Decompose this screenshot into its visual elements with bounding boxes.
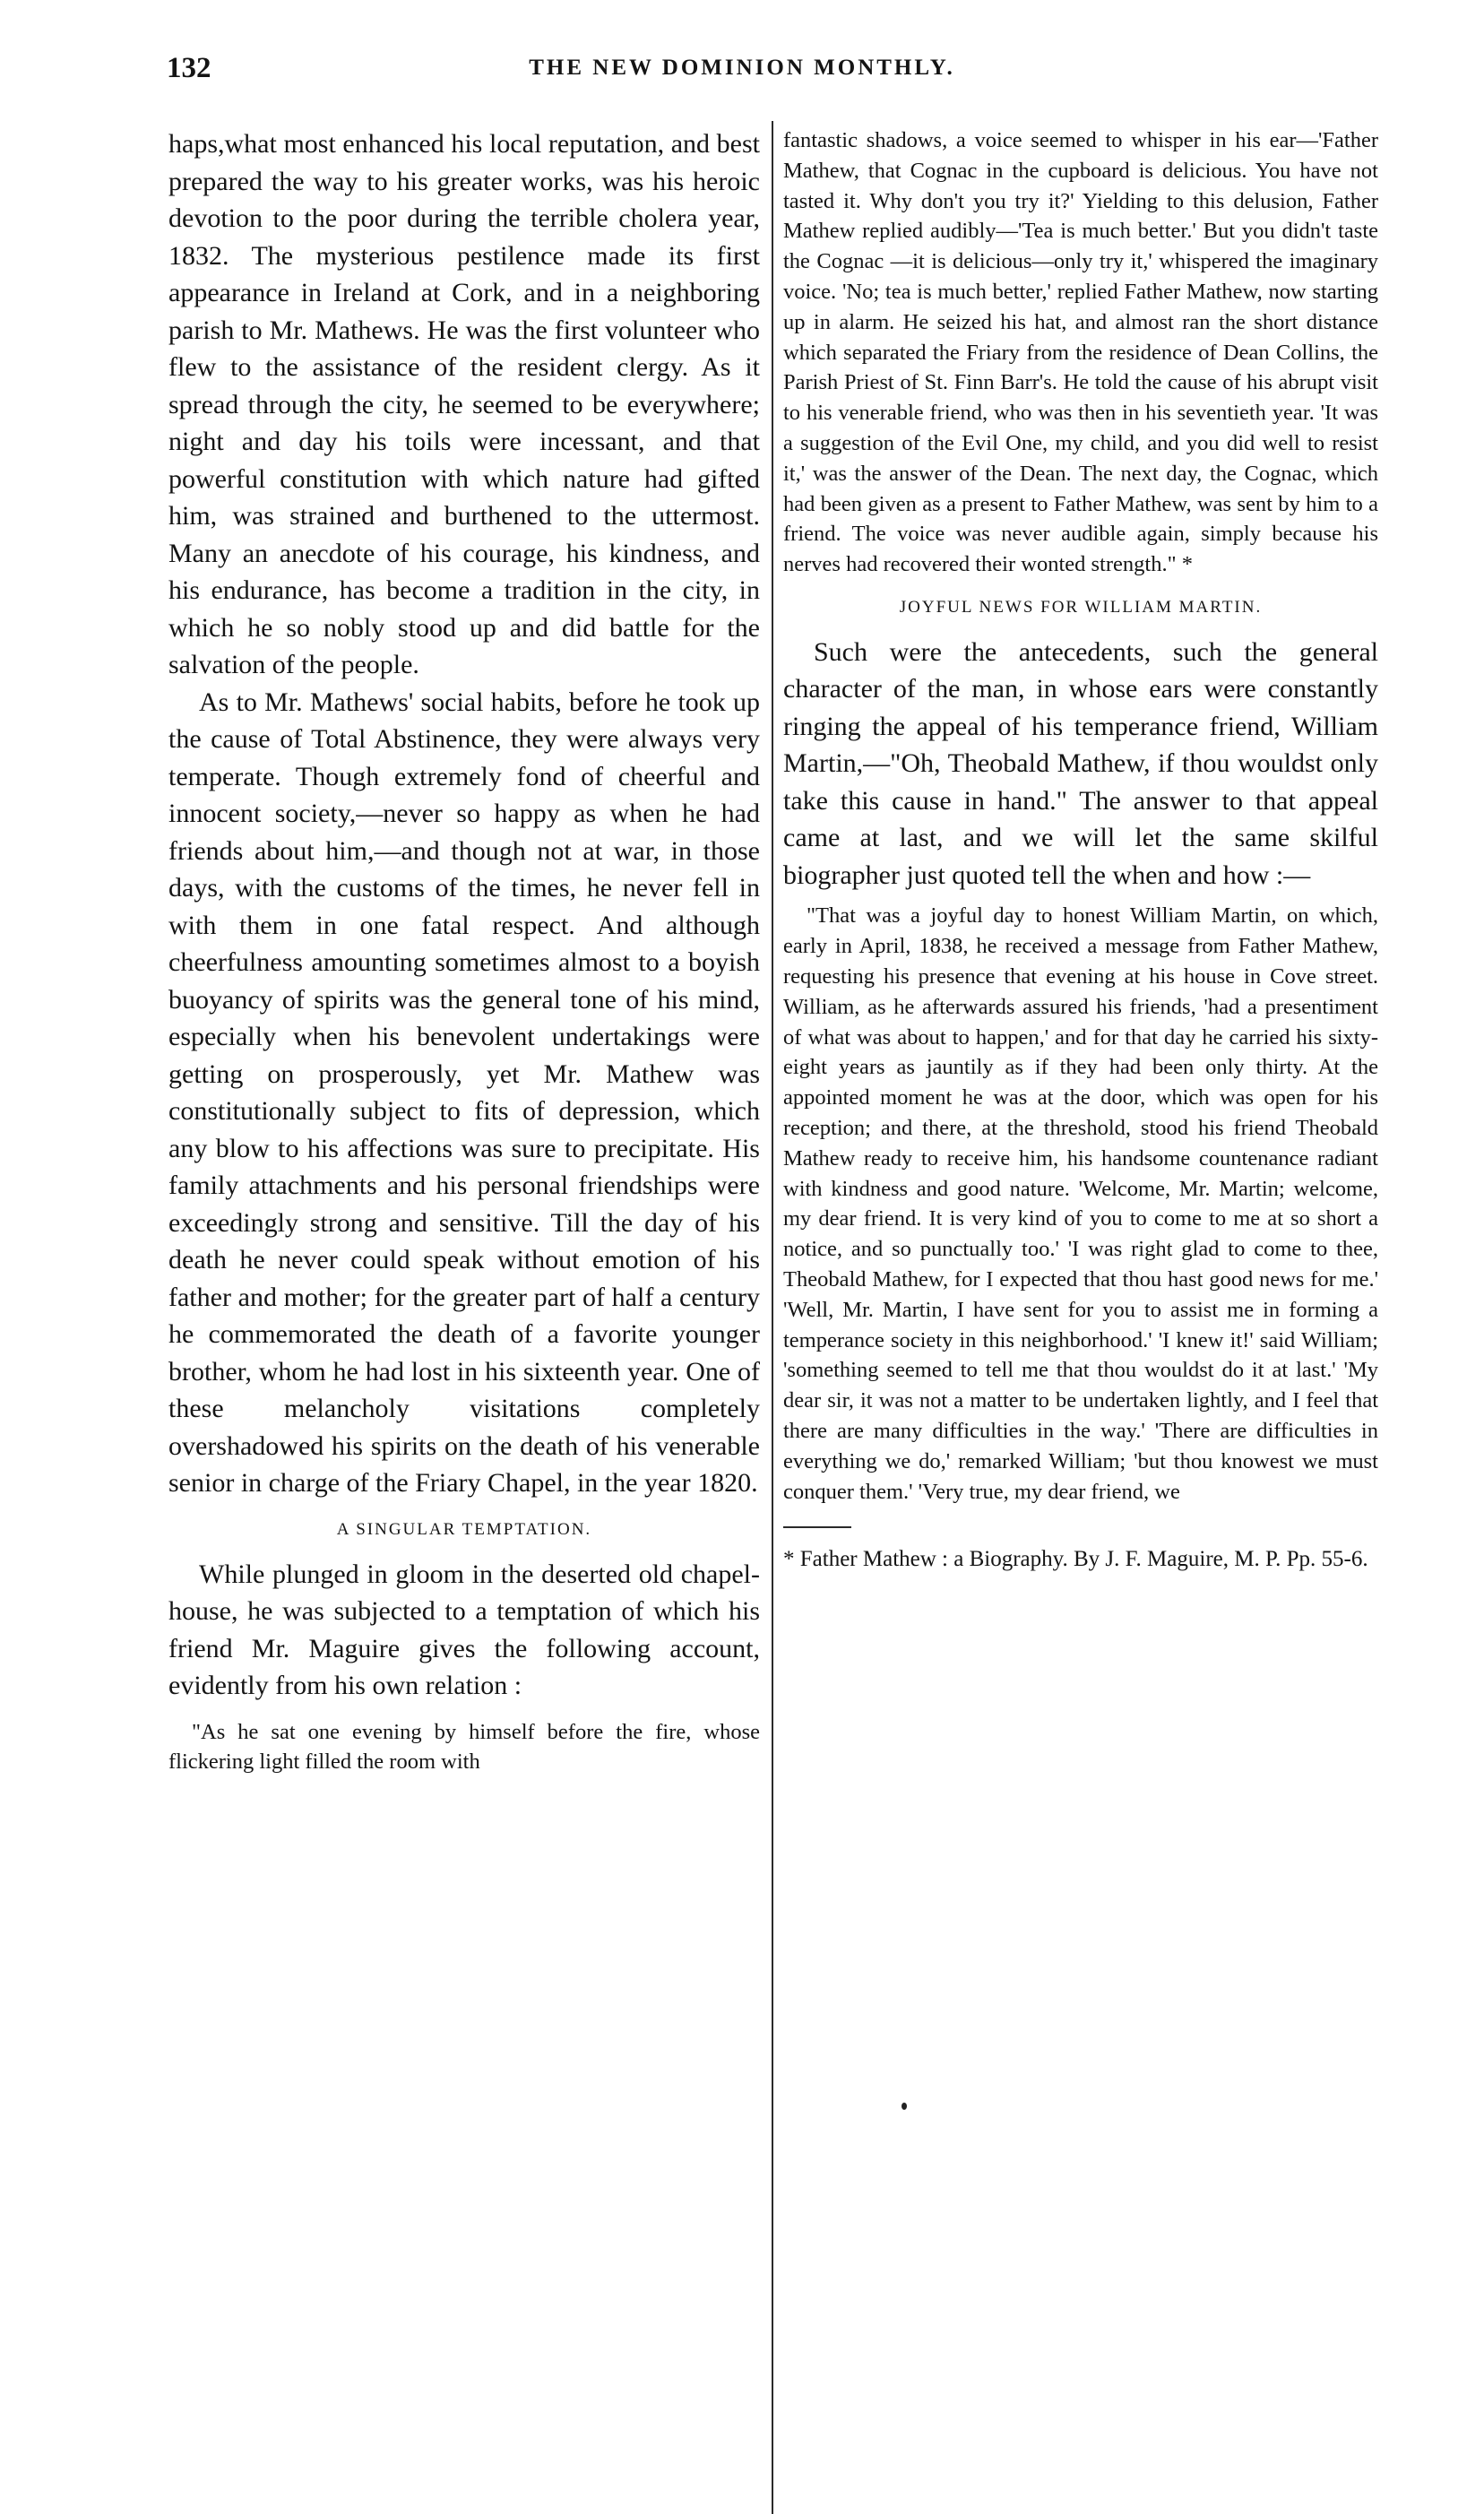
column-rule: [772, 121, 773, 2514]
quoted-passage: fantastic shadows, a voice seemed to whisper in his ear—'Father Mathew, that Cognac in the cupboard is delicious. You have not tasted it. Why don't you try it?' Yielding to this delusion, Father Mathew replied audibly—'Tea is much better.' But you didn't taste the Cognac —it is delicious—only try it,' whispered the imaginary voice. 'No; tea is much better,' replied Father Mathew, now starting up in alarm. He seized his hat, and almost ran the short distance which separated the Friary from the residence of Dean Collins, the Parish Priest of St. Finn Barr's. He told the cause of his abrupt visit to his venerable friend, who was then in his seventieth year. 'It was a suggestion of the Evil One, my child, and you did well to resist it,' was the answer of the Dean. The next day, the Cognac, which had been given as a present to Father Mathew, was sent by him to a friend. The voice was never audible again, simply because his nerves had recovered their wonted strength." *: [783, 128, 1378, 577]
footnote: * Father Mathew : a Biography. By J. F. Maguire, M. P. Pp. 55-6.: [783, 1547, 1368, 1572]
stray-ink-mark: [902, 2103, 907, 2110]
quoted-passage: "That was a joyful day to honest William Martin, on which, early in April, 1838, he received a message from Father Mathew, requesting his presence that evening at his house in Cove street. William, as he afterwards assured his friends, 'had a presentiment of what was about to happen,' and for that day he carried his sixty-eight years as jauntily as if they had been only thirty. At the appointed moment he was at the door, which was open for his reception; and there, at the threshold, stood his friend Theobald Mathew ready to receive him, his handsome countenance radiant with kindness and good nature. 'Welcome, Mr. Martin; welcome, my dear friend. It is very kind of you to come to me at so short a notice, and so punctually too.' 'I was right glad to come to thee, Theobald Mathew, for I expected that thou hast good news for me.' 'Well, Mr. Martin, I have sent for you to assist me in forming a temperance society in this neighborhood.' 'I knew it!' said William; 'something seemed to tell me that thou wouldst do it at last.' 'My dear sir, it was not a matter to be undertaken lightly, and I feel that there are many difficulties in the way.' 'There are difficulties in everything we do,' remarked William; 'but thou knowest we must conquer them.' 'Very true, my dear friend, we: [783, 903, 1378, 1504]
body-paragraph: As to Mr. Mathews' social habits, before he took up the cause of Total Abstinence, they were always very temperate. Though extremely fond of cheerful and innocent society,—never so happy as when he had friends about him,—and though not at war, in those days, with the customs of the times, he never fell in with them in one fatal respect. And although cheerfulness amounting sometimes almost to a boyish buoyancy of spirits was the general tone of his mind, especially when his benevolent undertakings were getting on prosperously, yet Mr. Mathew was constitutionally subject to fits of depression, which any blow to his affections was sure to precipitate. His family attachments and his personal friendships were exceedingly strong and sensitive. Till the day of his death he never could speak without emotion of his father and mother; for the greater part of half a century he commemorated the death of a favorite younger brother, whom he had lost in his sixteenth year. One of these melancholy visitations completely overshadowed his spirits on the death of his venerable senior in charge of the Friary Chapel, in the year 1820.: [168, 687, 760, 1498]
section-subheading: JOYFUL NEWS FOR WILLIAM MARTIN.: [899, 597, 1263, 617]
right-column: [783, 125, 1378, 1574]
body-paragraph: haps,what most enhanced his local reputation, and best prepared the way to his greater works, was his heroic devotion to the poor during the terrible cholera year, 1832. The mysterious pestilence made its first appearance in Ireland at Cork, and in a neighboring parish to Mr. Mathews. He was the first volunteer who flew to the assistance of the resident clergy. As it spread through the city, he seemed to be everywhere; night and day his toils were incessant, and that powerful constitution with which nature had gifted him, was strained and burthened to the uttermost. Many an anecdote of his courage, his kindness, and his endurance, has become a tradition in the city, in which he so nobly stood up and did battle for the salvation of the people.: [168, 129, 760, 679]
section-subheading: A SINGULAR TEMPTATION.: [336, 1519, 592, 1539]
body-paragraph: Such were the antecedents, such the general character of the man, in whose ears were constantly ringing the appeal of his temperance friend, William Martin,—"Oh, Theobald Mathew, if thou wouldst only take this cause in hand." The answer to that appeal came at last, and we will let the same skilful biographer just quoted tell the when and how :—: [783, 636, 1378, 890]
running-title: THE NEW DOMINION MONTHLY.: [529, 56, 955, 80]
body-paragraph: While plunged in gloom in the deserted old chapel-house, he was subjected to a temptation of which his friend Mr. Maguire gives the following account, evidently from his own relation :: [168, 1559, 760, 1700]
footnote-rule: [783, 1526, 851, 1528]
quoted-passage: "As he sat one evening by himself before the fire, whose flickering light filled the room with: [168, 1719, 760, 1775]
page-number: 132: [167, 52, 211, 84]
left-column: [168, 125, 760, 1777]
